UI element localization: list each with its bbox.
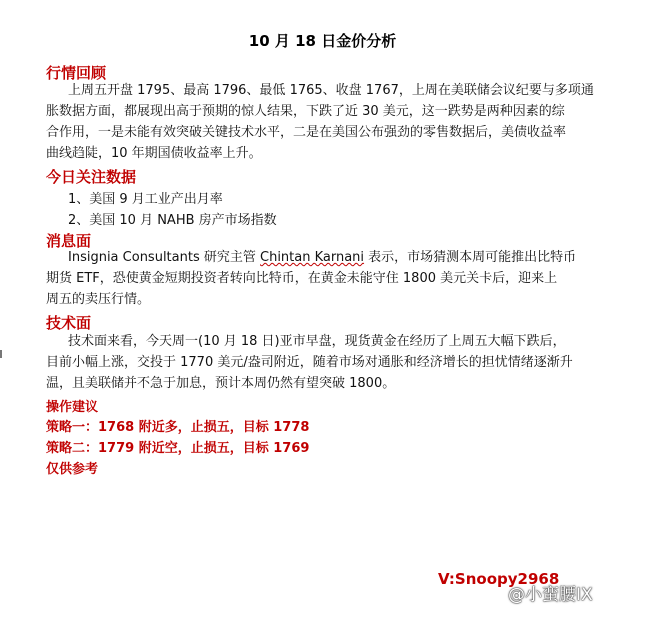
technical-line-1: 技术面来看，今天周一(10 月 18 日)亚市早盘，现货黄金在经历了上周五大幅下跌后， [68,334,566,349]
margin-mark [0,350,2,358]
review-line-4: 曲线趋陡，10 年期国债收益率上升。 [46,146,262,161]
focus-item-2: 2、美国 10 月 NAHB 房产市场指数 [68,213,277,228]
disclaimer: 仅供参考 [46,462,99,477]
contact-id: V:Snoopy2968 [438,570,560,588]
heading-market-review: 行情回顾 [46,64,107,82]
heading-advice: 操作建议 [46,400,99,415]
news-line-3: 周五的卖压行情。 [46,292,151,307]
paragraph-market-review [46,80,606,164]
news-line-2: 期货 ETF，恐使黄金短期投资者转向比特币，在黄金未能守住 1800 美元关卡后，迎来上 [46,271,558,286]
document-title: 10 月 18 日金价分析 [248,32,397,50]
focus-item-1: 1、美国 9 月工业产出月率 [68,192,223,207]
watermark-logo: @小蛮腰IX [508,585,593,605]
heading-technical: 技术面 [46,314,92,332]
paragraph-news [46,247,606,310]
technical-line-3: 温，且美联储并不急于加息，预计本周仍然有望突破 1800。 [46,376,396,391]
technical-line-2: 目前小幅上涨，交投于 1770 美元/盎司附近，随着市场对通胀和经济增长的担忧情绪逐渐升 [46,355,573,370]
strategy-2: 策略二：1779 附近空，止损五，目标 1769 [46,441,310,456]
person-name: Chintan Karnani [260,250,365,265]
heading-focus-data: 今日关注数据 [46,168,137,186]
heading-news: 消息面 [46,232,92,250]
paragraph-technical [46,331,606,394]
strategy-1: 策略一：1768 附近多，止损五，目标 1778 [46,420,310,435]
news-line-1: Insignia Consultants 研究主管 Chintan Karnani 表示，市场猜测本周可能推出比特币 [68,250,577,265]
review-line-3: 合作用，一是未能有效突破关键技术水平，二是在美国公布强劲的零售数据后，美债收益率 [46,125,567,140]
review-line-1: 上周五开盘 1795、最高 1796、最低 1765、收盘 1767，上周在美联储会议纪要与多项通 [68,83,594,98]
review-line-2: 胀数据方面，都展现出高于预期的惊人结果，下跌了近 30 美元，这一跌势是两种因素的综 [46,104,565,119]
